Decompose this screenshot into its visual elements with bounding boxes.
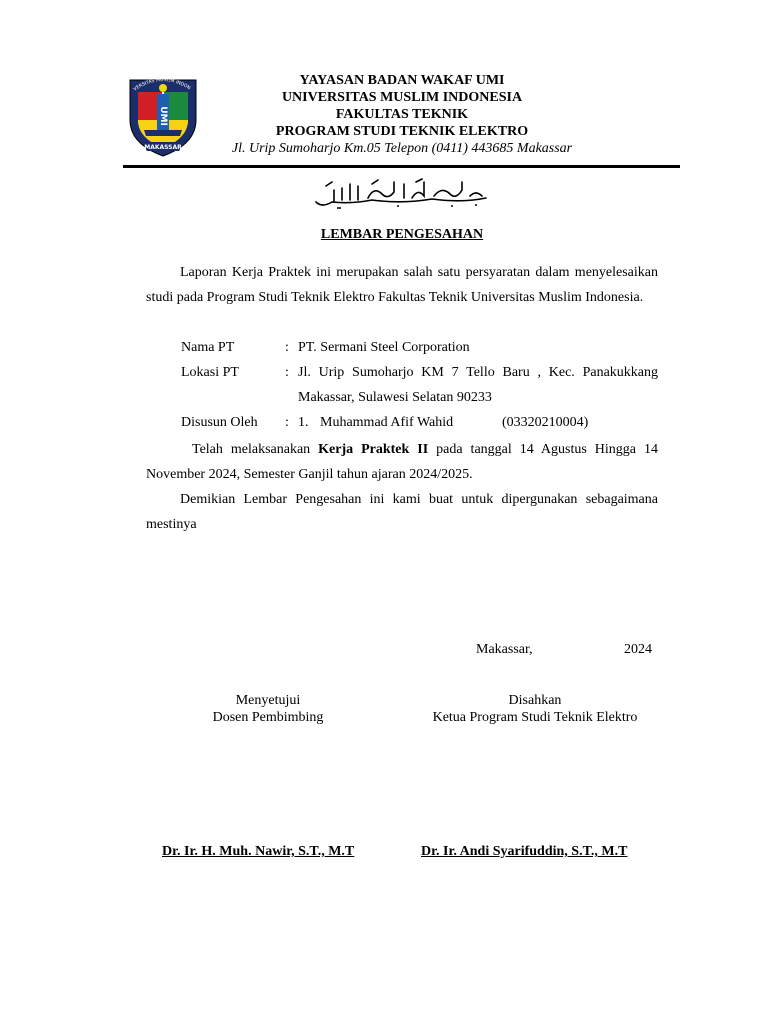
head-of-program-role: Ketua Program Studi Teknik Elektro <box>432 710 638 725</box>
basmalah-calligraphy-icon <box>312 178 490 212</box>
crest-ribbon: MAKASSAR <box>144 144 182 151</box>
ratification-label: Disahkan <box>508 693 562 708</box>
crest-letters: UMI <box>158 106 168 126</box>
approval-label: Menyetujui <box>235 693 301 708</box>
supervisor-role: Dosen Pembimbing <box>212 710 324 725</box>
nama-pt-label: Nama PT <box>181 340 235 355</box>
execution-paragraph <box>146 437 658 487</box>
author-nim: (03320210004) <box>502 415 589 430</box>
signature-block-right <box>412 692 658 726</box>
lokasi-pt-colon: : <box>285 365 289 380</box>
head-of-program-name: Dr. Ir. Andi Syarifuddin, S.T., M.T <box>421 844 628 859</box>
author-name: Muhammad Afif Wahid <box>320 415 454 430</box>
disusun-oleh-label: Disusun Oleh <box>181 415 258 430</box>
faculty-name: FAKULTAS TEKNIK <box>335 107 469 122</box>
document-title: LEMBAR PENGESAHAN <box>320 227 484 242</box>
crest-arc-text: VERSITAS MUSLIM INDON <box>133 77 191 93</box>
execution-text-pre: Telah melaksanakan <box>192 442 319 457</box>
letterhead <box>202 72 602 157</box>
nama-pt-value: PT. Sermani Steel Corporation <box>298 340 470 355</box>
lokasi-pt-label: Lokasi PT <box>181 365 239 380</box>
signature-block-left <box>160 692 376 726</box>
lokasi-pt-value: Jl. Urip Sumoharjo KM 7 Tello Baru , Kec. Panakukkang <box>298 365 658 380</box>
foundation-name: YAYASAN BADAN WAKAF UMI <box>299 73 505 88</box>
course-name: Kerja Praktek II <box>318 442 429 457</box>
supervisor-name: Dr. Ir. H. Muh. Nawir, S.T., M.T <box>162 844 355 859</box>
university-name: UNIVERSITAS MUSLIM INDONESIA <box>281 90 523 105</box>
closing-paragraph: Demikian Lembar Pengesahan ini kami buat untuk dipergunakan sebagaimana mestinya <box>146 492 658 532</box>
nama-pt-colon: : <box>285 340 289 355</box>
lokasi-pt-value-line2: Makassar, Sulawesi Selatan 90233 <box>298 390 492 405</box>
intro-paragraph: Laporan Kerja Praktek ini merupakan salah satu persyaratan dalam menyelesaikan studi pada Program Studi Teknik Elektro Fakultas Teknik Universitas Muslim Indonesia. <box>146 265 658 305</box>
letterhead-divider <box>123 165 680 168</box>
date-year: 2024 <box>624 642 652 657</box>
disusun-oleh-colon: : <box>285 415 289 430</box>
address-line: Jl. Urip Sumoharjo Km.05 Telepon (0411) 443685 Makassar <box>231 141 573 156</box>
study-program-name: PROGRAM STUDI TEKNIK ELEKTRO <box>275 124 529 139</box>
execution-text-post: pada tanggal 14 Agustus Hingga 14 November 2024, Semester Ganjil tahun ajaran 2024/2025. <box>146 442 658 482</box>
place-label: Makassar, <box>476 642 533 657</box>
umi-university-crest-icon <box>124 74 202 158</box>
author-number: 1. <box>298 415 309 430</box>
